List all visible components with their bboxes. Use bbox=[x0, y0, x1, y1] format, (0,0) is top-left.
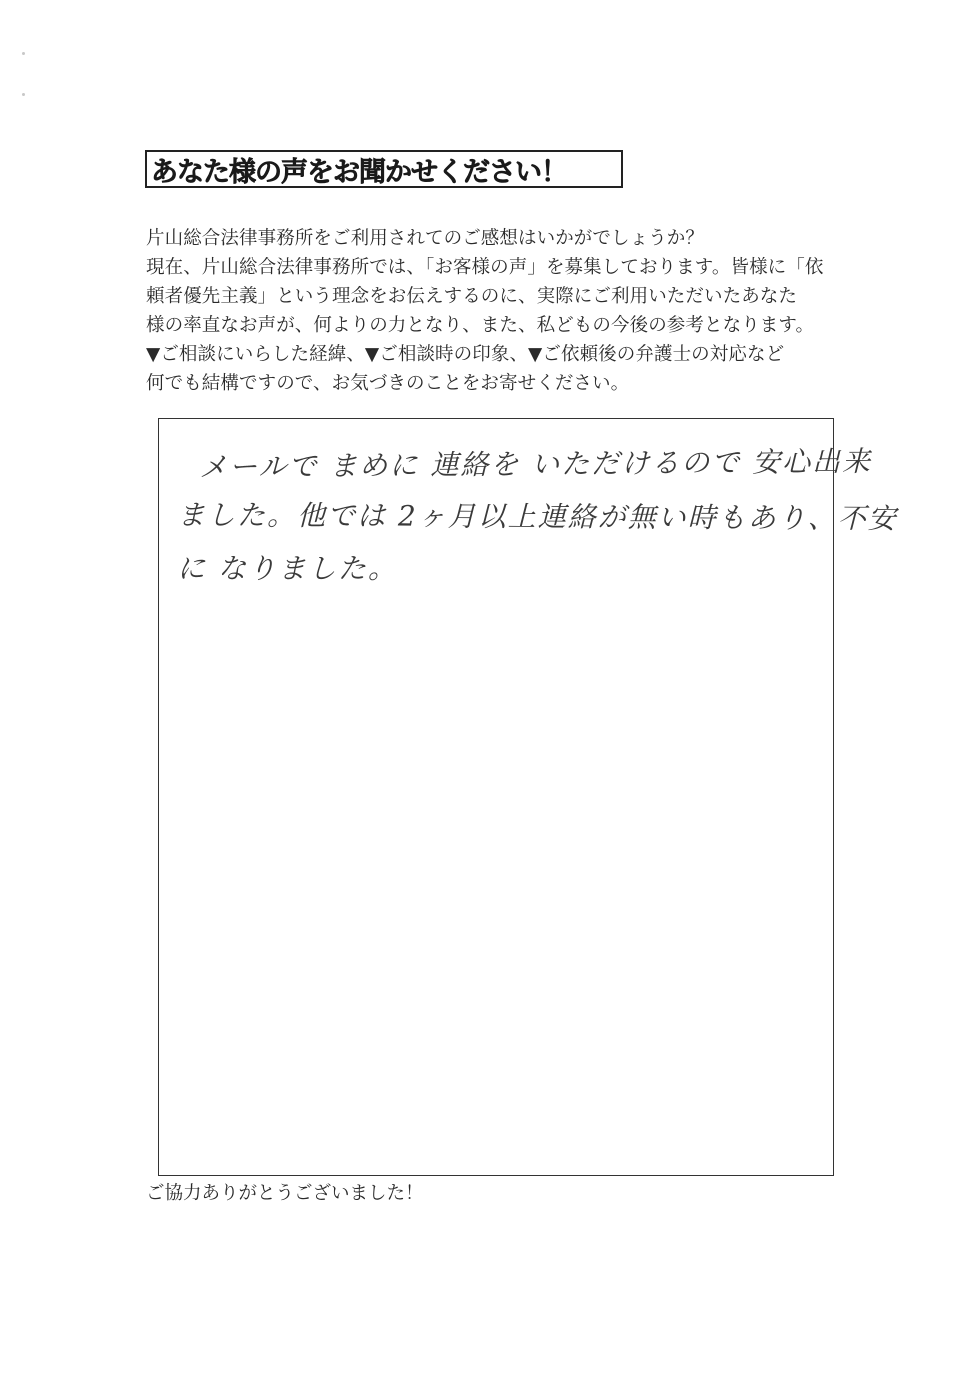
intro-line: 何でも結構ですので、お気づきのことをお寄せください。 bbox=[146, 373, 630, 394]
handwritten-answer bbox=[176, 439, 898, 595]
answer-line: メールで まめに 連絡を いただけるので 安心出来 bbox=[198, 444, 873, 484]
intro-line: 頼者優先主義」という理念をお伝えするのに、実際にご利用いただいたあなた bbox=[146, 286, 798, 307]
intro-line: 片山総合法律事務所をご利用されてのご感想はいかがでしょうか？ bbox=[146, 228, 705, 249]
answer-line: に なりました。 bbox=[177, 552, 398, 585]
intro-line: 様の率直なお声が、何よりの力となり、また、私どもの今後の参考となります。 bbox=[146, 315, 815, 336]
page-title: あなた様の声をお聞かせください！ bbox=[151, 156, 567, 188]
intro-text bbox=[146, 224, 846, 398]
intro-line: ▼ご相談にいらした経緯、▼ご相談時の印象、▼ご依頼後の弁護士の対応など bbox=[146, 344, 785, 365]
title-box bbox=[145, 150, 623, 188]
scan-speck bbox=[22, 93, 25, 96]
thanks-text: ご協力ありがとうございました！ bbox=[146, 1183, 424, 1204]
intro-line: 現在、片山総合法律事務所では、「お客様の声」を募集しております。皆様に「依 bbox=[146, 257, 824, 278]
scan-speck bbox=[22, 52, 25, 55]
answer-box bbox=[158, 418, 898, 1176]
answer-line: ました。他では 2ヶ月以上連絡が無い時もあり、不安 bbox=[176, 498, 898, 536]
